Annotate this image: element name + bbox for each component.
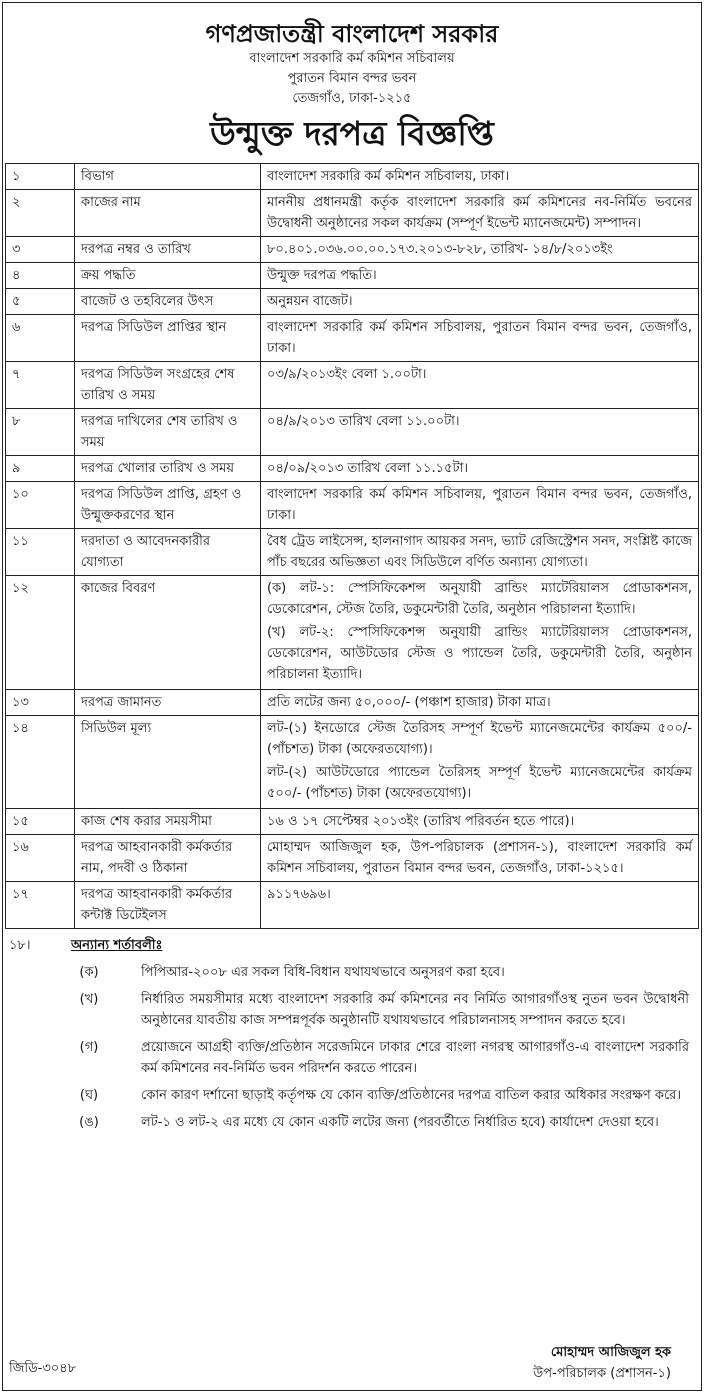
row-number: ২ (6, 190, 75, 237)
row-value: অনুন্নয়ন বাজেট। (261, 289, 699, 315)
term-text: পিপিআর-২০০৮ এর সকল বিধি-বিধান যথাযথভাবে অনুসরণ করা হবে। (141, 965, 505, 980)
row-field-label: দরপত্র খোলার তারিখ ও সময় (75, 456, 261, 482)
row-number: ১৫ (6, 809, 75, 835)
row-field-label: দরপত্র আহবানকারী কর্মকর্তার নাম, পদবী ও ঠিকানা (75, 835, 261, 882)
tender-details-table (5, 163, 699, 929)
row-value: ০৩/৯/২০১৩ইং বেলা ১.০০টা। (261, 362, 699, 409)
term-label: (গ) (79, 1040, 99, 1055)
table-row (6, 482, 699, 529)
table-row (6, 315, 699, 362)
row-value: বৈধ ট্রেড লাইসেন্স, হালনাগাদ আয়কর সনদ, ভ্যাট রেজিস্ট্রেশন সনদ, সংশ্লিষ্ট কাজে পাঁচ বছরের অভিজ্ঞতা এবং সিডিউলে বর্ণিত অন্যান্য যোগ্যতা। (261, 529, 699, 576)
office-address: তেজগাঁও, ঢাকা-১২১৫ (292, 91, 412, 106)
row-field-label: সিডিউল মূল্য (75, 716, 261, 809)
table-row (6, 529, 699, 576)
row-value: ৮০.৪০১.০৩৬.০০.০০.১৭৩.২০১৩-৮২৮, তারিখ- ১৪/৮/২০১৩ইং (261, 237, 699, 263)
table-row (6, 190, 699, 237)
notice-title: উন্মুক্ত দরপত্র বিজ্ঞপ্তি (210, 114, 494, 153)
row-number: ৫ (6, 289, 75, 315)
row-number: ১ (6, 164, 75, 190)
row-value: মোহাম্মদ আজিজুল হক, উপ-পরিচালক (প্রশাসন-১), বাংলাদেশ সরকারি কর্ম কমিশন সচিবালয়, পুরাতন বিমান বন্দর ভবন, তেজগাঁও, ঢাকা-১২১৫। (261, 835, 699, 882)
row-field-label: কাজ শেষ করার সময়সীমা (75, 809, 261, 835)
row-number: ১২ (6, 576, 75, 690)
table-row (6, 809, 699, 835)
table-row (6, 362, 699, 409)
row-value: বাংলাদেশ সরকারি কর্ম কমিশন সচিবালয়, ঢাকা। (261, 164, 699, 190)
row-number: ১৭ (6, 882, 75, 929)
term-label: (ঙ) (79, 1115, 99, 1130)
row-number: ৯ (6, 456, 75, 482)
row-value: ১৬ ও ১৭ সেপ্টেম্বর ২০১৩ইং (তারিখ পরিবর্তন হতে পারে)। (261, 809, 699, 835)
terms-number: ১৮। (9, 938, 31, 953)
terms-list (3, 962, 701, 1133)
table-row (6, 716, 699, 809)
notice-footer (3, 1340, 701, 1386)
signatory-title: উপ-পরিচালক (প্রশাসন-১) (533, 1366, 671, 1381)
table-row (6, 289, 699, 315)
term-item (3, 1037, 701, 1079)
row-number: ৭ (6, 362, 75, 409)
table-row (6, 456, 699, 482)
signatory-name: মোহাম্মদ আজিজুল হক (550, 1345, 671, 1360)
row-number: ৮ (6, 409, 75, 456)
row-field-label: দরপত্র আহবানকারী কর্মকর্তার কন্টাক্ট ডিটেইলস (75, 882, 261, 929)
office-name: বাংলাদেশ সরকারি কর্ম কমিশন সচিবালয় (249, 51, 455, 66)
table-row (6, 835, 699, 882)
term-label: (ক) (79, 965, 99, 980)
terms-heading (3, 935, 701, 956)
row-number: ১০ (6, 482, 75, 529)
table-row (6, 576, 699, 690)
row-number: ৪ (6, 263, 75, 289)
row-value (261, 576, 699, 690)
row-number: ১৬ (6, 835, 75, 882)
row-value: উন্মুক্ত দরপত্র পদ্ধতি। (261, 263, 699, 289)
term-item (3, 962, 701, 983)
row-number: ৩ (6, 237, 75, 263)
term-item (3, 1085, 701, 1106)
row-value-item: (খ) লট-২: স্পেসিফিকেশন্স অনুযায়ী ব্রান্ডিং ম্যাটেরিয়ালস প্রোডাকশনস, ডেকোরেশন, আউটডোর স্টেজ ও প্যান্ডেল তৈরি, ডকুমেন্টারী তৈরি, অনুষ্ঠান পরিচালনা ইত্যাদি। (267, 625, 692, 682)
row-value: মাননীয় প্রধানমন্ত্রী কর্তৃক বাংলাদেশ সরকারি কর্ম কমিশনের নব-নির্মিত ভবনের উদ্বোধনী অনুষ্ঠানের সকল কার্যক্রম (সম্পূর্ণ ইভেন্ট ম্যানেজমেন্ট) সম্পাদন। (261, 190, 699, 237)
table-row (6, 409, 699, 456)
tender-notice-page (2, 2, 702, 1391)
row-value: ৯১১৭৬৯৬। (261, 882, 699, 929)
row-field-label: কাজের বিবরণ (75, 576, 261, 690)
row-field-label: দরপত্র সিডিউল প্রাপ্তি, গ্রহণ ও উন্মুক্তকরণের স্থান (75, 482, 261, 529)
signature-block (533, 1342, 671, 1384)
term-text: কোন কারণ দর্শানো ছাড়াই কর্তৃপক্ষ যে কোন ব্যক্তি/প্রতিষ্ঠানের দরপত্র বাতিল করার অধিকার সংরক্ষণ করে। (141, 1088, 681, 1103)
term-text: প্রয়োজনে আগ্রহী ব্যক্তি/প্রতিষ্ঠান সরেজমিনে ঢাকার শেরে বাংলা নগরস্থ আগারগাঁও-এ বাংলাদেশ সরকারি কর্ম কমিশনের নব-নির্মিত ভবন পরিদর্শন করতে পারেন। (141, 1040, 689, 1076)
row-field-label: দরপত্র জামানত (75, 690, 261, 716)
term-text: লট-১ ও লট-২ এর মধ্যে যে কোন একটি লটের জন্য (পরবর্তীতে নির্ধারিত হবে) কার্যাদেশ দেওয়া হবে। (141, 1115, 659, 1130)
row-number: ১৪ (6, 716, 75, 809)
row-value: প্রতি লটের জন্য ৫০,০০০/- (পঞ্চাশ হাজার) টাকা মাত্র। (261, 690, 699, 716)
gd-number: জিডি-৩০৪৮ (9, 1361, 77, 1376)
row-value-item: লট-(২) আউটডোরে প্যান্ডেল তৈরিসহ সম্পূর্ণ ইভেন্ট ম্যানেজমেন্টের কার্যক্রম ৫০০/- (পাঁচশত) টাকা (অফেরতযোগ্য)। (267, 765, 692, 801)
row-value: ০৪/৯/২০১৩ তারিখ বেলা ১১.০০টা। (261, 409, 699, 456)
table-row (6, 263, 699, 289)
row-field-label: দরপত্র নম্বর ও তারিখ (75, 237, 261, 263)
row-value: বাংলাদেশ সরকারি কর্ম কমিশন সচিবালয়, পুরাতন বিমান বন্দর ভবন, তেজগাঁও, ঢাকা। (261, 315, 699, 362)
term-item (3, 1112, 701, 1133)
row-value: বাংলাদেশ সরকারি কর্ম কমিশন সচিবালয়, পুরাতন বিমান বন্দর ভবন, তেজগাঁও, ঢাকা। (261, 482, 699, 529)
row-field-label: দরদাতা ও আবেদনকারীর যোগ্যতা (75, 529, 261, 576)
table-row (6, 690, 699, 716)
row-field-label: বাজেট ও তহবিলের উৎস (75, 289, 261, 315)
row-value-item: লট-(১) ইনডোরে স্টেজ তৈরিসহ সম্পূর্ণ ইভেন্ট ম্যানেজমেন্টের কার্যক্রম ৫০০/- (পাঁচশত) টাকা (অফেরতযোগ্য)। (267, 721, 692, 757)
table-row (6, 237, 699, 263)
term-label: (ঘ) (79, 1088, 99, 1103)
table-row (6, 882, 699, 929)
term-text: নির্ধারিত সময়সীমার মধ্যে বাংলাদেশ সরকারি কর্ম কমিশনের নব নির্মিত আগারগাঁওস্থ নুতন ভবন উদ্বোধনী অনুষ্ঠানের যাবতীয় কাজ সম্পন্নপূর্বক অনুষ্ঠানটি যথাযথভাবে পরিচালনাসহ সম্পাদন করতে হবে। (141, 992, 689, 1028)
building-name: পুরাতন বিমান বন্দর ভবন (287, 71, 417, 86)
row-field-label: দরপত্র সিডিউল প্রাপ্তির স্থান (75, 315, 261, 362)
row-field-label: ক্রয় পদ্ধতি (75, 263, 261, 289)
row-number: ৬ (6, 315, 75, 362)
row-number: ১১ (6, 529, 75, 576)
row-field-label: বিভাগ (75, 164, 261, 190)
table-row (6, 164, 699, 190)
row-field-label: দরপত্র সিডিউল সংগ্রহের শেষ তারিখ ও সময় (75, 362, 261, 409)
row-field-label: দরপত্র দাখিলের শেষ তারিখ ও সময় (75, 409, 261, 456)
terms-title: অন্যান্য শর্তাবলীঃ (71, 938, 163, 953)
term-item (3, 989, 701, 1031)
row-value (261, 716, 699, 809)
row-field-label: কাজের নাম (75, 190, 261, 237)
other-terms-section (3, 935, 701, 1133)
row-value-item: (ক) লট-১: স্পেসিফিকেশন্স অনুযায়ী ব্রান্ডিং ম্যাটেরিয়ালস প্রোডাকশনস, ডেকোরেশন, স্টেজ তৈরি, ডকুমেন্টারী তৈরি, অনুষ্ঠান পরিচালনা ইত্যাদি। (267, 581, 692, 617)
notice-header (3, 3, 701, 155)
row-value: ০৪/০৯/২০১৩ তারিখ বেলা ১১.১৫টা। (261, 456, 699, 482)
government-title: গণপ্রজাতন্ত্রী বাংলাদেশ সরকার (205, 20, 499, 48)
term-label: (খ) (79, 992, 99, 1007)
row-number: ১৩ (6, 690, 75, 716)
